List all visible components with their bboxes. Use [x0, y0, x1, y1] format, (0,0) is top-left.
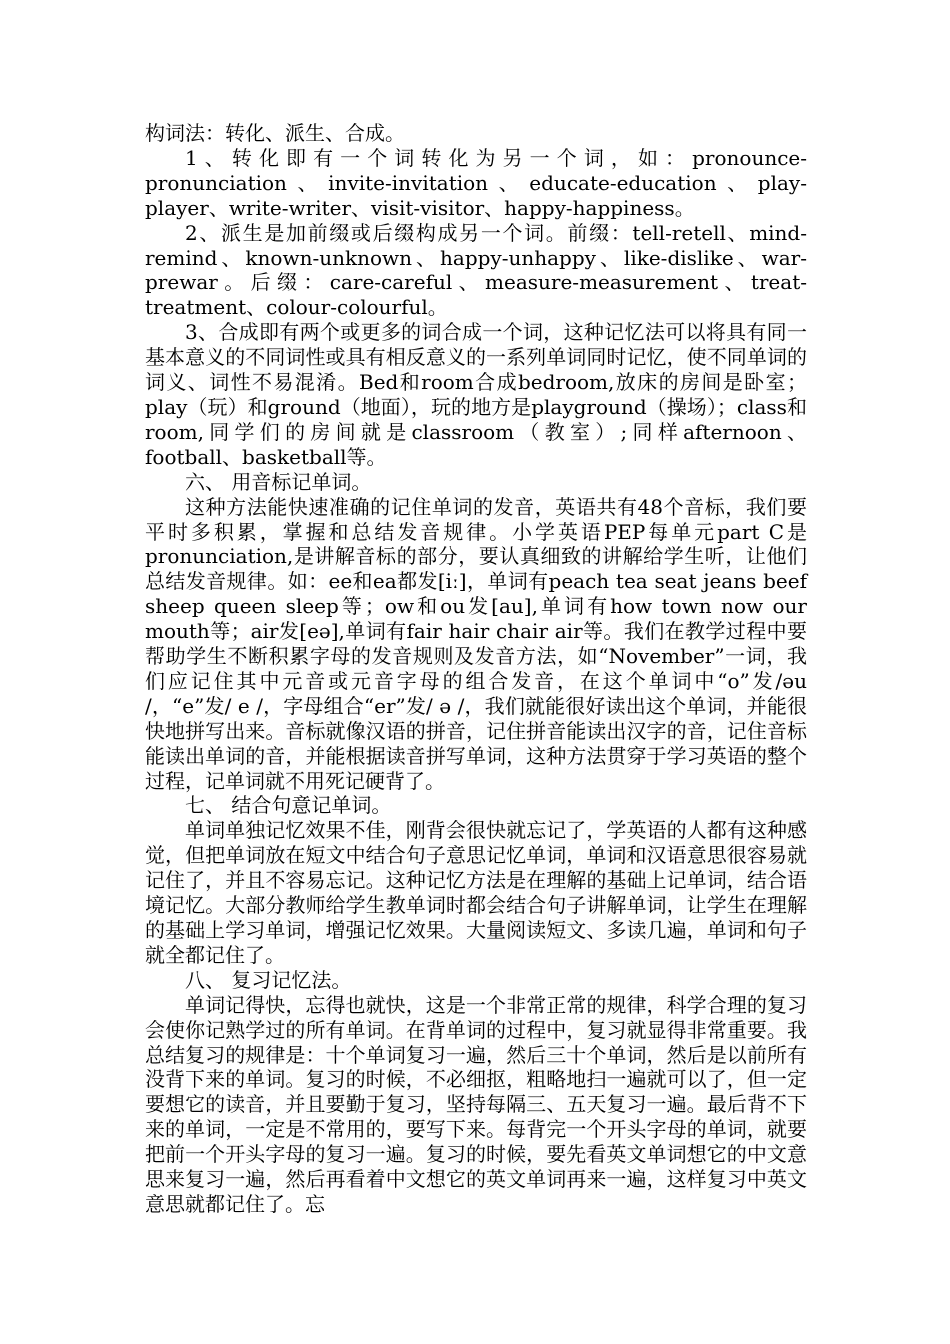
- paragraph-review: 单词记得快，忘得也就快，这是一个非常正常的规律，科学合理的复习会使你记熟学过的所有单词。在背单词的过程中，复习就显得非常重要。我总结复习的规律是：十个单词复习一遍，然后三十个单词，然后是以前所有没背下来的单词。复习的时候，不必细抠，粗略地扫一遍就可以了，但一定要想它的读音，并且要勤于复习，坚持每隔三、五天复习一遍。最后背不下来的单词，一定是不常用的，要写下来。每背完一个开头字母的单词，就要把前一个开头字母的复习一遍。复习的时候，要先看英文单词想它的中文意思来复习一遍，然后再看着中文想它的英文单词再来一遍，这样复习中英文意思就都记住了。忘: [145, 992, 807, 1216]
- section-heading-context: 七、 结合句意记单词。: [185, 793, 392, 818]
- paragraph-conversion: 1、转化即有一个词转化为另一个词，如：pronounce-pronunciation、invite-invitation、educate-education、play-player、write-writer、visit-visitor、happy-happiness。: [145, 145, 807, 220]
- paragraph-derivation: 2、派生是加前缀或后缀构成另一个词。前缀：tell-retell、mind-remind、known-unknown、happy-unhappy、like-dislike、war-prewar。后缀：care-careful、measure-measurement、treat-treatment、colour-colourful。: [145, 220, 807, 320]
- paragraph-context: 单词单独记忆效果不佳，刚背会很快就忘记了，学英语的人都有这种感觉，但把单词放在短文中结合句子意思记忆单词，单词和汉语意思很容易就记住了，并且不容易忘记。这种记忆方法是在理解的基础上记单词，结合语境记忆。大部分教师给学生教单词时都会结合句子讲解单词，让学生在理解的基础上学习单词，增强记忆效果。大量阅读短文、多读几遍，单词和句子就全都记住了。: [145, 818, 807, 967]
- paragraph-word-formation-intro: 构词法：转化、派生、合成。: [145, 121, 405, 145]
- section-heading-review: 八、 复习记忆法。: [185, 967, 352, 992]
- paragraph-compounding: 3、合成即有两个或更多的词合成一个词，这种记忆法可以将具有同一基本意义的不同词性或具有相反意义的一系列单词同时记忆，使不同单词的词义、词性不易混淆。Bed和room合成bedroom,放床的房间是卧室；play（玩）和ground（地面），玩的地方是playground（操场）；class和room,同学们的房间就是classroom（教室）;同样afternoon、football、basketball等。: [145, 320, 807, 469]
- section-heading-phonetics: 六、 用音标记单词。: [185, 469, 372, 494]
- paragraph-phonetics: 这种方法能快速准确的记住单词的发音，英语共有48个音标，我们要平时多积累，掌握和总结发音规律。小学英语PEP每单元part C是pronunciation,是讲解音标的部分，要认真细致的讲解给学生听，让他们总结发音规律。如：ee和ea都发[iː]，单词有peach tea seat jeans beef sheep queen sleep等；ow和ou发[au],单词有how town now our mouth等；air发[eə],单词有fair hair chair air等。我们在教学过程中要帮助学生不断积累字母的发音规则及发音方法，如“November”一词，我们应记住其中元音或元音字母的组合发音，在这个单词中“o”发/əu /，“e”发/ e /，字母组合“er”发/ ə /，我们就能很好读出这个单词，并能很快地拼写出来。音标就像汉语的拼音，记住拼音能读出汉字的音，记住音标能读出单词的音，并能根据读音拼写单词，这种方法贯穿于学习英语的整个过程，记单词就不用死记硬背了。: [145, 494, 807, 793]
- document-page: [145, 121, 807, 1217]
